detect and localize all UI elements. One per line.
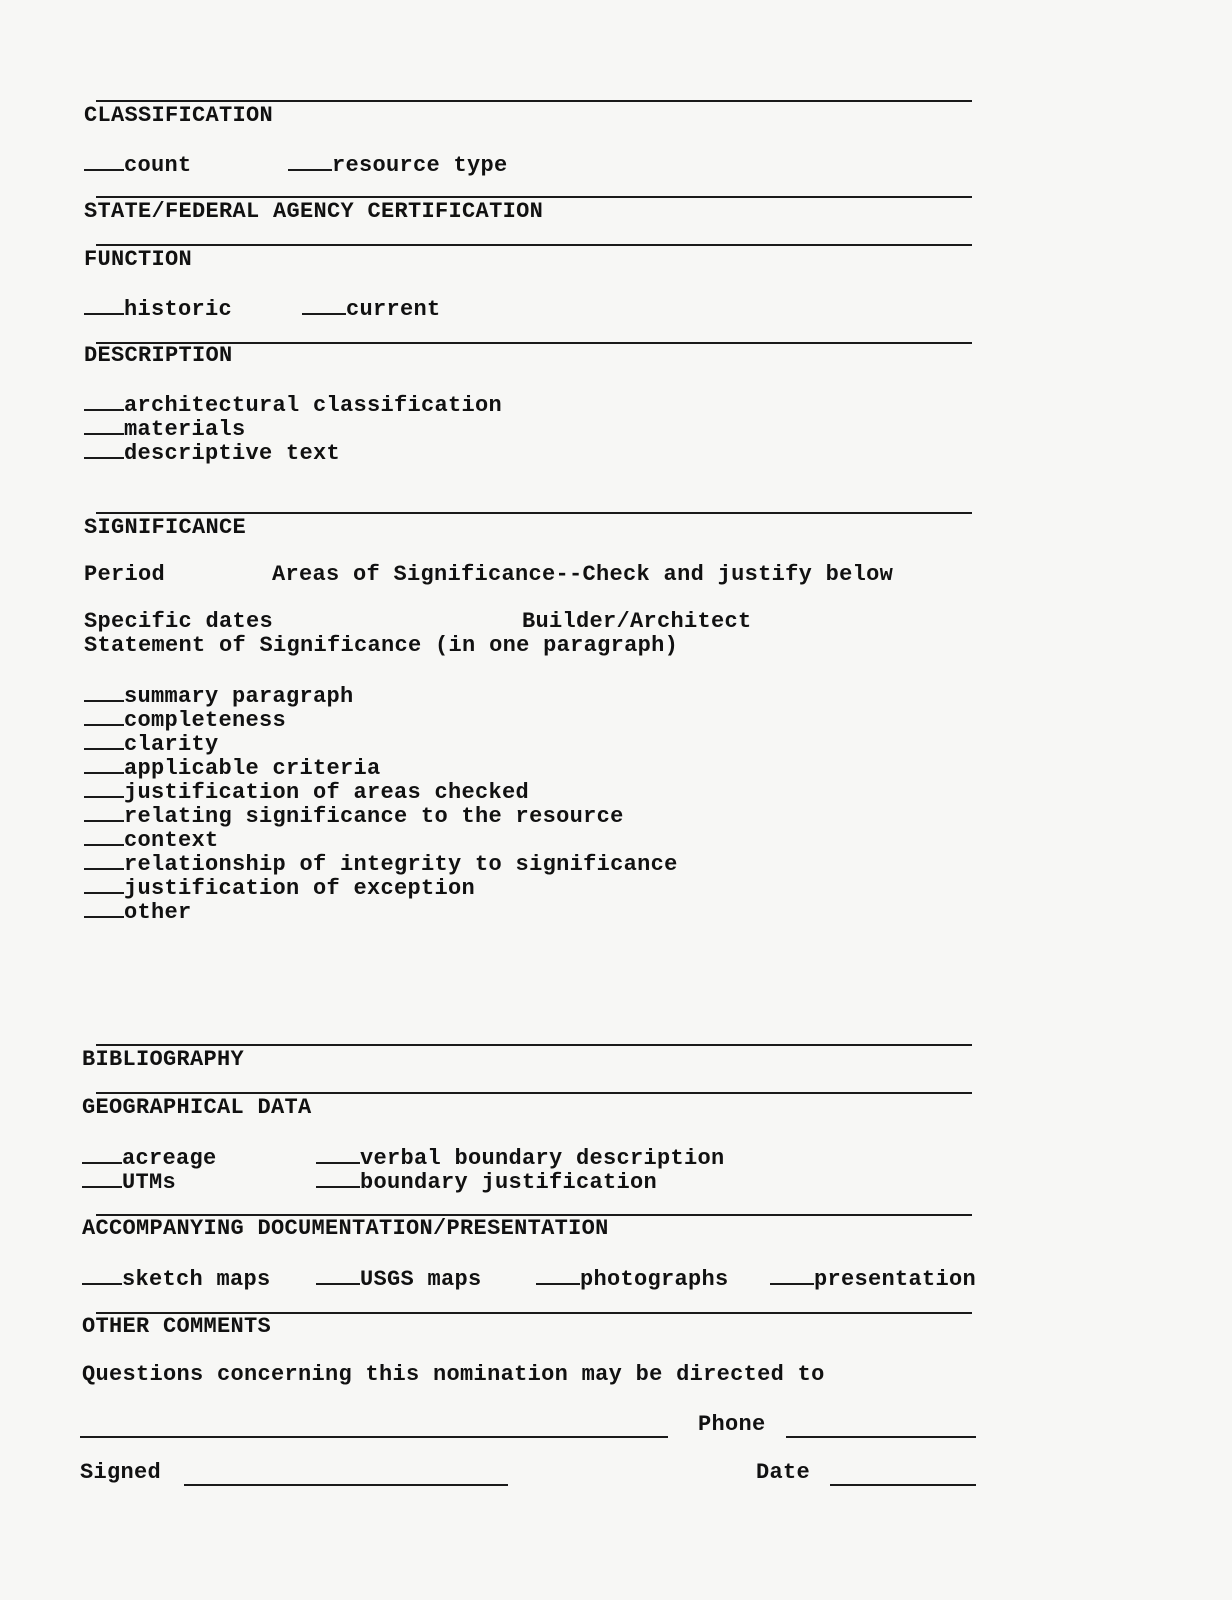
checkbox-blank[interactable]: [84, 802, 124, 822]
contact-name-line[interactable]: [80, 1436, 668, 1438]
documentation-heading: ACCOMPANYING DOCUMENTATION/PRESENTATION: [82, 1216, 609, 1241]
checkbox-blank[interactable]: [536, 1265, 580, 1285]
section-rule: [96, 196, 972, 198]
checklist-item: USGS maps: [316, 1265, 482, 1292]
checklist-item: historic: [84, 295, 232, 322]
checklist-item: descriptive text: [84, 439, 340, 466]
bibliography-heading: BIBLIOGRAPHY: [82, 1047, 245, 1072]
checkbox-blank[interactable]: [84, 826, 124, 846]
builder-architect-label: Builder/Architect: [522, 609, 752, 634]
section-rule: [96, 1092, 972, 1094]
section-rule: [96, 100, 972, 102]
checkbox-blank[interactable]: [84, 730, 124, 750]
checklist-item: applicable criteria: [84, 754, 381, 781]
checkbox-blank[interactable]: [84, 706, 124, 726]
checkbox-blank[interactable]: [84, 778, 124, 798]
checklist-item: sketch maps: [82, 1265, 271, 1292]
checkbox-blank[interactable]: [82, 1144, 122, 1164]
checklist-item: photographs: [536, 1265, 729, 1292]
statement-label: Statement of Significance (in one paragraph): [84, 633, 679, 658]
checkbox-blank[interactable]: [84, 415, 124, 435]
checkbox-blank[interactable]: [84, 682, 124, 702]
checkbox-blank[interactable]: [84, 439, 124, 459]
checklist-item: resource type: [288, 151, 508, 178]
classification-heading: CLASSIFICATION: [84, 103, 274, 128]
signed-label: Signed: [80, 1460, 162, 1485]
phone-line[interactable]: [786, 1436, 976, 1438]
period-label: Period: [84, 562, 166, 587]
checklist-item: count: [84, 151, 192, 178]
function-heading: FUNCTION: [84, 247, 193, 272]
checklist-item: summary paragraph: [84, 682, 354, 709]
checklist-item: materials: [84, 415, 246, 442]
checklist-item: architectural classification: [84, 391, 502, 418]
section-rule: [96, 244, 972, 246]
checkbox-blank[interactable]: [84, 850, 124, 870]
checklist-item: justification of areas checked: [84, 778, 529, 805]
checkbox-blank[interactable]: [316, 1168, 360, 1188]
checklist-item: presentation: [770, 1265, 976, 1292]
phone-label: Phone: [698, 1412, 766, 1437]
signature-line[interactable]: [184, 1484, 508, 1486]
checkbox-blank[interactable]: [84, 295, 124, 315]
checklist-item: relationship of integrity to significance: [84, 850, 678, 877]
checklist-item: verbal boundary description: [316, 1144, 725, 1171]
checklist-item: current: [302, 295, 441, 322]
checklist-item: other: [84, 898, 192, 925]
checkbox-blank[interactable]: [84, 151, 124, 171]
checklist-item: context: [84, 826, 219, 853]
checkbox-blank[interactable]: [288, 151, 332, 171]
checkbox-blank[interactable]: [82, 1265, 122, 1285]
section-rule: [96, 512, 972, 514]
checklist-item: acreage: [82, 1144, 217, 1171]
checkbox-blank[interactable]: [84, 874, 124, 894]
checkbox-blank[interactable]: [84, 391, 124, 411]
checklist-item: boundary justification: [316, 1168, 657, 1195]
checklist-item: justification of exception: [84, 874, 475, 901]
checkbox-blank[interactable]: [84, 754, 124, 774]
checkbox-blank[interactable]: [82, 1168, 122, 1188]
specific-dates-label: Specific dates: [84, 609, 274, 634]
checklist-item: clarity: [84, 730, 219, 757]
description-heading: DESCRIPTION: [84, 343, 233, 368]
checklist-item: completeness: [84, 706, 286, 733]
date-line[interactable]: [830, 1484, 976, 1486]
checkbox-blank[interactable]: [770, 1265, 814, 1285]
significance-heading: SIGNIFICANCE: [84, 515, 247, 540]
questions-text: Questions concerning this nomination may be directed to: [82, 1362, 825, 1387]
date-label: Date: [756, 1460, 811, 1485]
comments-heading: OTHER COMMENTS: [82, 1314, 272, 1339]
checklist-item: UTMs: [82, 1168, 176, 1195]
areas-of-significance-label: Areas of Significance--Check and justify below: [272, 562, 894, 587]
checkbox-blank[interactable]: [302, 295, 346, 315]
section-rule: [96, 1044, 972, 1046]
checkbox-blank[interactable]: [316, 1265, 360, 1285]
geographical-heading: GEOGRAPHICAL DATA: [82, 1095, 312, 1120]
checkbox-blank[interactable]: [316, 1144, 360, 1164]
certification-heading: STATE/FEDERAL AGENCY CERTIFICATION: [84, 199, 544, 224]
checklist-item: relating significance to the resource: [84, 802, 624, 829]
checkbox-blank[interactable]: [84, 898, 124, 918]
